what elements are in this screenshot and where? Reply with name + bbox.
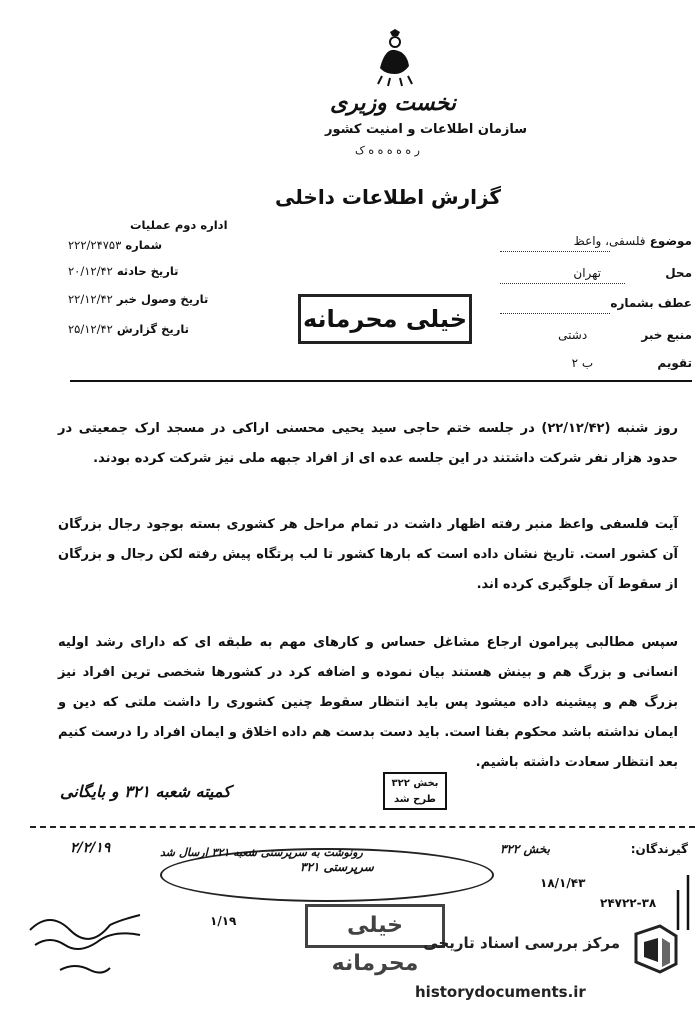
handwritten-date: ۲/۲/۱۹ [70,840,111,856]
reference-box [383,772,447,810]
lion-and-sun-emblem-icon [360,28,430,88]
event-date-value: ۲۰/۱۲/۴۲ [68,264,113,278]
report-date-row [68,322,189,336]
subject-value: فلسفی، واعظ [573,234,646,248]
location-row [492,266,692,280]
watermark-name: مرکز بررسی اسناد تاریخی [423,934,620,952]
location-value: تهران [573,266,602,280]
event-date-row [68,264,179,278]
event-date-label: تاریخ حادثه [116,264,179,278]
body-paragraph-3: سپس مطالبی پیرامون ارجاع مشاغل حساس و کارهای مهم به طبقه ای که دارای رشد اولیه انسانی و بزرگ هم و بینش هستند بیان نموده و اضافه کرد در کشورها شخصی ترین افراد نیز بزرگ هم و پیشینه داده میشود پس باید انتظار سقوط چنین کشوری را داشت ملتی که دین و ایمان نداشته باشد محکوم بفنا است. باید دست بدست هم داده اخلاق و ایمان افراد را درست کنیم بعد انتظار سعادت داشته باشیم. [58,635,678,770]
evaluation-row [492,356,692,370]
header-divider [70,380,692,382]
source-value: دشتی [558,328,588,342]
reference-box-line2: طرح شد [394,794,436,805]
receipt-date-value: ۲۲/۱۲/۴۲ [68,292,113,306]
receipt-date-row [68,292,208,306]
number-row [68,238,162,252]
receipt-date-label: تاریخ وصول خبر [116,292,209,306]
recipient-date-1: ۱۸/۱/۴۳ [540,876,586,890]
dotted-line [500,312,610,314]
report-title: گزارش اطلاعات داخلی [275,185,502,209]
org-code: ر ه ه ه ه ه ک [355,144,420,157]
recipient-1: بخش ۳۲۲ [500,842,550,856]
source-label: منبع خبر [641,328,692,342]
footer-classification-stamp: خیلی محرمانه [305,904,445,948]
location-label: محل [665,266,692,280]
ref-label: عطف بشماره [610,296,692,310]
subject-label: موضوع [649,234,692,248]
footer-divider [30,826,695,828]
office-label: اداره دوم عملیات [130,218,228,232]
body-paragraph-2: آیت فلسفی واعظ منبر رفته اظهار داشت در تمام مراحل هر کشوری بسته بوجود رجال بزرگان آن کشور است. تاریخ نشان داده است که بارها کشور تا لب پرتگاه پیش رفته لکن رجال و بزرگان از سقوط آن جلوگیری کرده اند. [58,517,678,592]
org-title: نخست وزیری [330,90,456,116]
recipients-label: گیرندگان: [630,842,688,856]
evaluation-label: تقویم [657,356,692,370]
dotted-line [500,282,625,284]
dotted-line [500,250,610,252]
number-label: شماره [125,238,163,252]
evaluation-value: ب ۲ [571,356,594,370]
classification-stamp: خیلی محرمانه [298,294,472,344]
reference-box-line1: بخش ۳۲۲ [391,778,439,789]
handwritten-note: کمیته شعبه ۳۲۱ و بایگانی [60,782,231,801]
ref-row [492,296,692,310]
report-date-label: تاریخ گزارش [116,322,189,336]
recipient-ref-code: ۲۴۷۲۲-۳۸ [600,896,657,910]
body-paragraph-1: روز شنبه (۲۲/۱۲/۴۲) در جلسه ختم حاجی سید یحیی محسنی اراکی در مسجد ارک جمعیتی در حدود هزار نفر شرکت داشتند در این جلسه عده ای از افراد جبهه ملی نیز شرکت کرده بودند. [58,421,678,466]
subject-row [492,234,692,248]
history-documents-logo-icon [628,920,684,976]
number-value: ۲۲۲/۲۴۷۵۳ [68,238,122,252]
signature-scribble-icon [20,900,150,990]
source-row [492,328,692,342]
recipient-2: سرپرستی ۳۲۱ [300,860,374,874]
report-date-value: ۲۵/۱۲/۴۲ [68,322,113,336]
org-name: سازمان اطلاعات و امنیت کشور [325,122,528,137]
watermark-url[interactable]: historydocuments.ir [415,983,586,1001]
recipient-date-2: ۱/۱۹ [210,914,237,928]
handwritten-notes: رونوشت به سرپرستی شعبه ۳۲۱ ارسال شد [160,846,363,859]
